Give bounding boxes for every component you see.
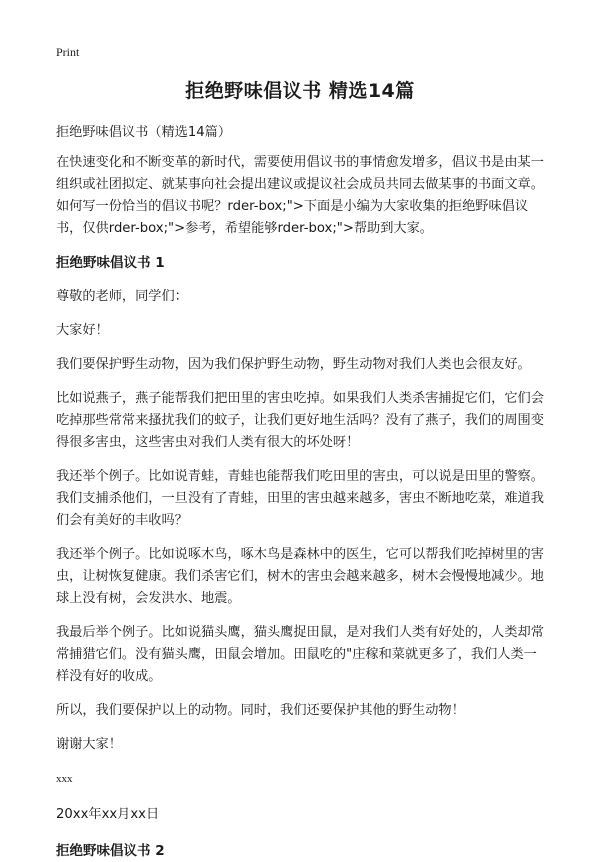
print-link[interactable]: Print: [56, 45, 80, 59]
body-paragraph: 我还举个例子。比如说啄木鸟，啄木鸟是森林中的医生，它可以帮我们吃掉树里的害虫，让树恢复健康。我们杀害它们，树木的害虫会越来越多，树木会慢慢地减少。地球上没有树，会发洪水、地震。: [56, 547, 544, 606]
document-title: 拒绝野味倡议书 精选14篇: [185, 80, 415, 102]
document-subtitle: 拒绝野味倡议书（精选14篇）: [56, 125, 232, 140]
intro-paragraph: 在快速变化和不断变革的新时代，需要使用倡议书的事情愈发增多，倡议书是由某一组织或社团拟定、就某事向社会提出建议或提议社会成员共同去做某事的书面文章。如何写一份恰当的倡议书呢？rder-box;">下面是小编为大家收集的拒绝野味倡议书，仅供rder-box;">参考，希望能够rder-box;">帮助到大家。: [56, 155, 544, 236]
body-paragraph: 我最后举个例子。比如说猫头鹰，猫头鹰捉田鼠，是对我们人类有好处的，人类却常常捕猎它们。没有猫头鹰，田鼠会增加。田鼠吃的"庄稼和菜就更多了，我们人类一样没有好的收成。: [56, 625, 544, 684]
greeting: 尊敬的老师，同学们：: [56, 289, 188, 304]
body-paragraph: 我还举个例子。比如说青蛙，青蛙也能帮我们吃田里的害虫，可以说是田里的警察。我们支捕杀他们，一旦没有了青蛙，田里的害虫越来越多，害虫不断地吃菜，难道我们会有美好的丰收吗？: [56, 469, 544, 528]
body-paragraph: 所以，我们要保护以上的动物。同时，我们还要保护其他的野生动物！: [56, 703, 465, 718]
hello: 大家好！: [56, 323, 109, 338]
body-paragraph: 比如说燕子，燕子能帮我们把田里的害虫吃掉。如果我们人类杀害捕捉它们，它们会吃掉那些常常来搔扰我们的蚊子，让我们更好地生活吗？没有了燕子，我们的周围变得很多害虫，这些害虫对我们人类有很大的坏处呀！: [56, 391, 544, 450]
section-2-heading: 拒绝野味倡议书 2: [56, 843, 165, 859]
closing: 谢谢大家！: [56, 737, 122, 752]
author: xxx: [56, 773, 73, 785]
section-1-heading: 拒绝野味倡议书 1: [56, 255, 165, 271]
date: 20xx年xx月xx日: [56, 807, 160, 822]
body-paragraph: 我们要保护野生动物，因为我们保护野生动物，野生动物对我们人类也会很友好。: [56, 357, 531, 372]
